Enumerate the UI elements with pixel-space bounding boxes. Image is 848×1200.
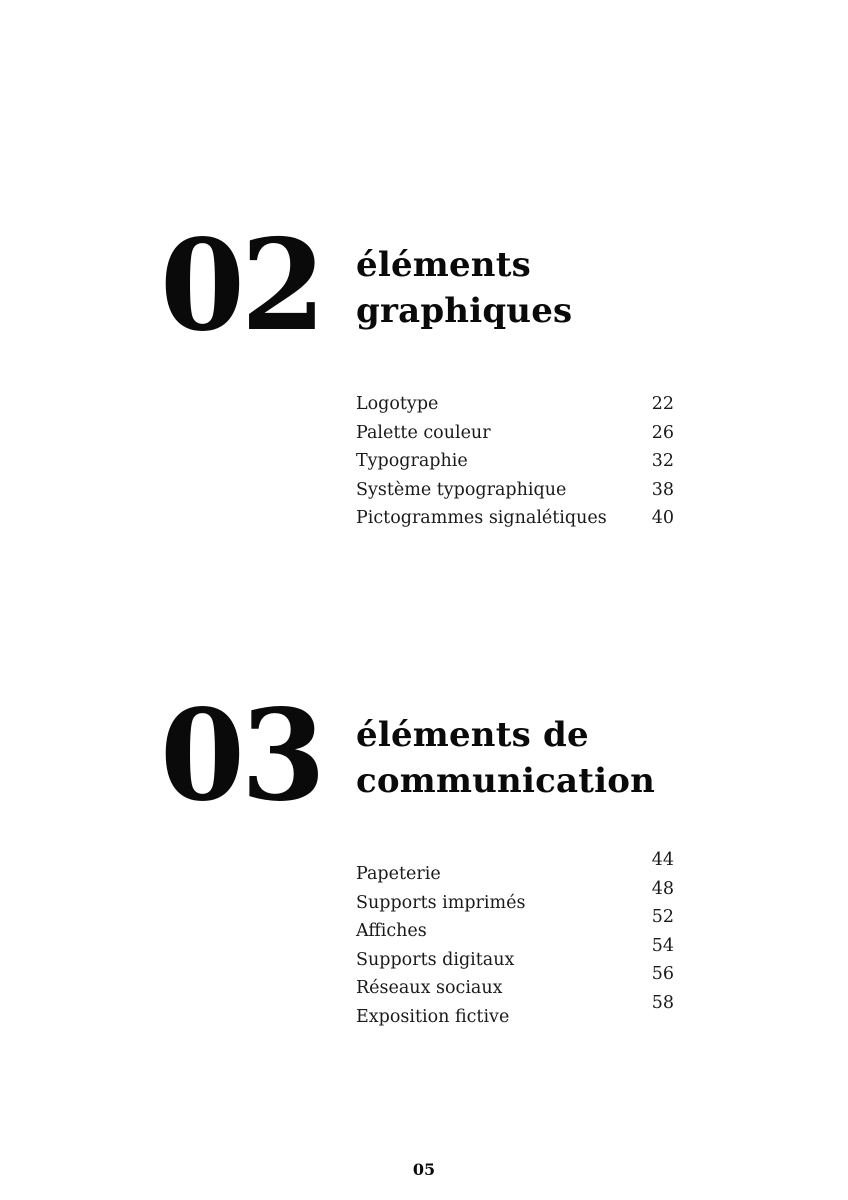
toc-entry-page: 22 — [651, 394, 674, 414]
page-number: 05 — [412, 1160, 436, 1179]
toc-entry-page: 58 — [651, 992, 674, 1013]
toc-entry-label[interactable]: Réseaux sociaux — [356, 978, 503, 998]
toc-entry-label: Logotype — [356, 394, 439, 414]
toc-entry-label[interactable]: Exposition fictive — [356, 1006, 510, 1027]
toc-entry-label: Palette couleur — [356, 422, 491, 443]
toc-entry[interactable] — [356, 504, 674, 533]
section-title — [356, 242, 572, 334]
toc-list-labels — [356, 860, 525, 1031]
section-title-line: graphiques — [356, 291, 573, 331]
toc-entry-label: Typographie — [356, 451, 468, 471]
toc-entry-label[interactable]: Affiches — [356, 921, 427, 941]
toc-entry-page: 48 — [651, 878, 674, 899]
toc-entry[interactable] — [356, 419, 674, 448]
toc-entry[interactable] — [356, 476, 674, 505]
toc-entry-page: 52 — [651, 907, 674, 927]
toc-entry-page: 54 — [651, 935, 674, 956]
toc-entry-label[interactable]: Papeterie — [356, 864, 441, 884]
toc-entry-label: Système typographique — [356, 479, 567, 500]
toc-entry-page: 32 — [651, 451, 674, 471]
toc-entry-page: 38 — [651, 479, 674, 500]
section-title-line: éléments de — [356, 715, 589, 755]
toc-entry-page: 56 — [651, 964, 674, 984]
toc-list — [356, 390, 674, 533]
toc-entry[interactable] — [356, 447, 674, 476]
toc-entry-page: 40 — [651, 508, 674, 528]
section-title — [356, 712, 655, 804]
section-title-line: communication — [356, 761, 656, 801]
section-number: 03 — [160, 680, 322, 829]
toc-entry-label: Pictogrammes signalétiques — [356, 508, 607, 528]
toc-entry[interactable] — [356, 390, 674, 419]
toc-list-pages — [600, 846, 674, 1017]
section-number: 02 — [160, 210, 322, 359]
toc-entry-page: 44 — [651, 850, 674, 870]
toc-entry-page: 26 — [651, 422, 674, 443]
toc-entry-label[interactable]: Supports imprimés — [356, 892, 526, 913]
section-title-line: éléments — [356, 245, 531, 285]
toc-entry-label[interactable]: Supports digitaux — [356, 949, 515, 970]
